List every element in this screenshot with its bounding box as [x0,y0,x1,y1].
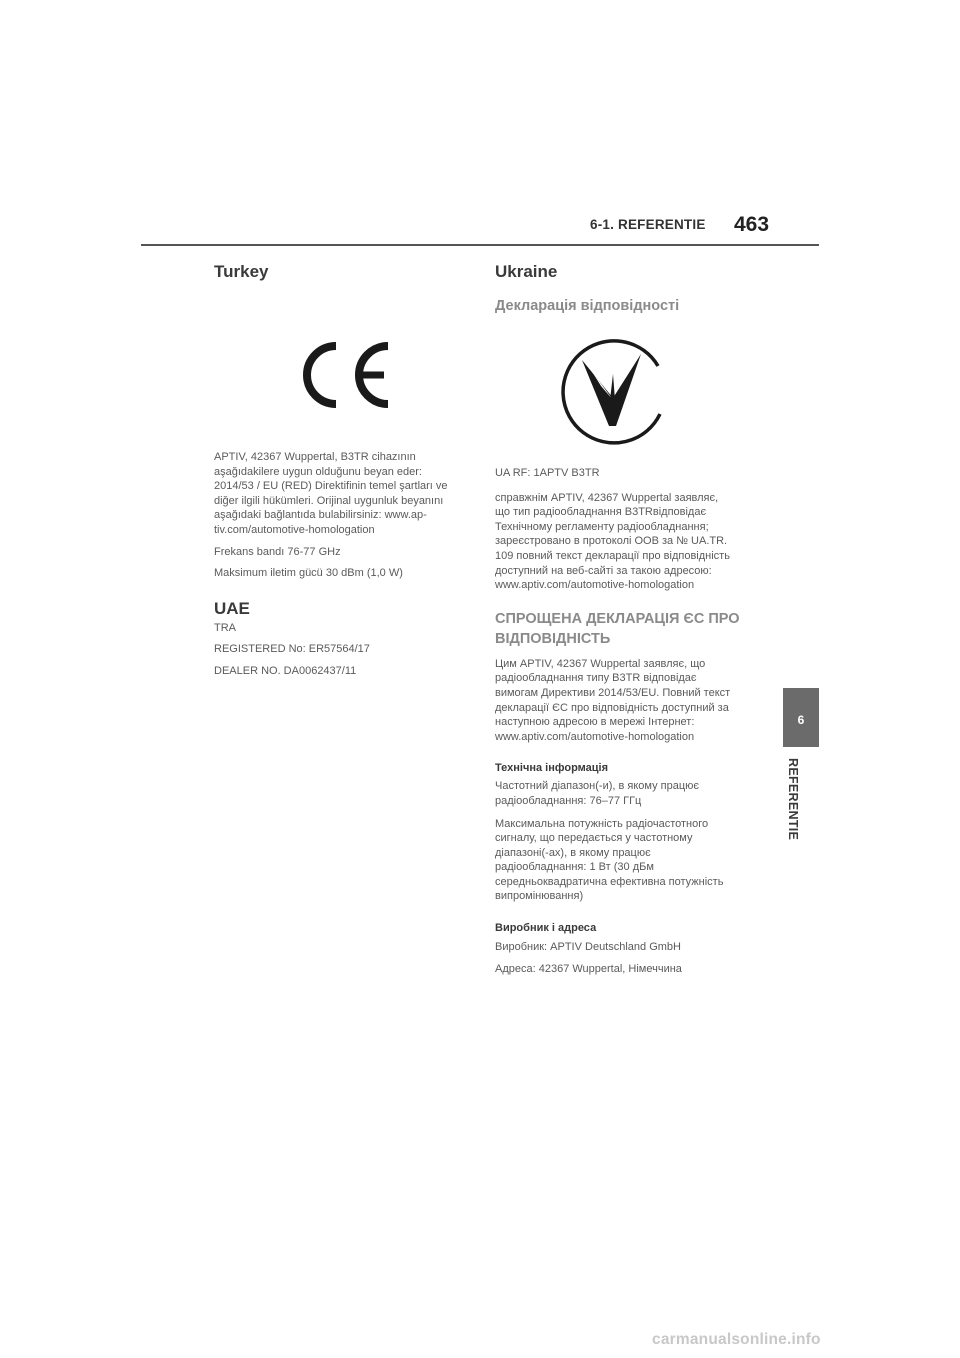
chapter-side-label: REFERENTIE [786,758,800,841]
uae-line-2: REGISTERED No: ER57564/17 [214,643,370,656]
ukraine-title: Ukraine [495,262,558,281]
page-number: 463 [734,213,770,236]
ukrsepro-mark-icon [557,334,669,446]
uae-line-1: TRA [214,621,236,634]
eu-declaration-text: Цим APTIV, 42367 Wuppertal заявляє, що радіообладнання типу B3TR відповідає вимогам Директиви 2014/53/EU. Повний текст декларації ЄС про відповідність доступний за наступною адресою в мережі Інтернет: www.aptiv.com/automotive-homologation [495,657,731,743]
left-column [214,262,464,679]
manufacturer-heading: Виробник і адреса [495,922,597,935]
turkey-declaration: APTIV, 42367 Wuppertal, B3TR cihazının aşağıdakilere uygun olduğunu beyan eder: 2014/53 / EU (RED) Direktifinin temel şartları ve diğer ilgili hükümleri. Orijinal uygunluk beyanını aşağıdaki bağlantıda bulabilirsiniz: www.ap- tiv.com/automotive-homologation [214,451,448,536]
watermark: carmanualsonline.info [652,1331,821,1348]
ukraine-ua-rf: UA RF: 1APTV B3TR [495,467,600,479]
header-divider [141,244,819,246]
ukraine-mark-area [495,326,757,456]
ukraine-declaration: справжнім APTIV, 42367 Wuppertal заявляє, що тип радіообладнання B3TRвідповідає Технічному регламенту радіообладнання; зареєстровано в протоколі ООВ за № UA.TR. 109 повний текст декларації про відповідність доступний на веб-сайті за такою адресою: www.aptiv.com/automotive-homologation [495,491,730,592]
manufacturer-name: Виробник: APTIV Deutschland GmbH [495,941,681,954]
ce-mark-icon [292,340,392,410]
eu-declaration-heading: СПРОЩЕНА ДЕКЛАРАЦІЯ ЄС ПРО ВІДПОВІДНІСТЬ [495,610,740,647]
chapter-tab [783,688,819,747]
turkey-title: Turkey [214,262,269,281]
tech-info-heading: Технічна інформація [495,762,608,775]
turkey-power: Maksimum iletim gücü 30 dBm (1,0 W) [214,567,403,580]
chapter-tab-number: 6 [797,713,805,727]
uae-title: UAE [214,598,250,618]
ukraine-subtitle: Декларація відповідності [495,298,680,314]
tech-power: Максимальна потужність радіочастотного сигналу, що передається у частотному діапазоні(-ах), в якому працює радіообладнання: 1 Вт (30 дБм середньоквадратична ефективна потужність випромінювання) [495,817,724,903]
right-column [495,262,757,976]
tech-frequency: Частотний діапазон(-и), в якому працює радіообладнання: 76–77 ГГц [495,780,699,807]
manufacturer-address: Адреса: 42367 Wuppertal, Німеччина [495,962,682,975]
uae-line-3: DEALER NO. DA0062437/11 [214,664,357,677]
turkey-frequency: Frekans bandı 76-77 GHz [214,545,341,558]
section-title: 6-1. REFERENTIE [590,217,706,232]
ce-mark-area [214,282,464,426]
